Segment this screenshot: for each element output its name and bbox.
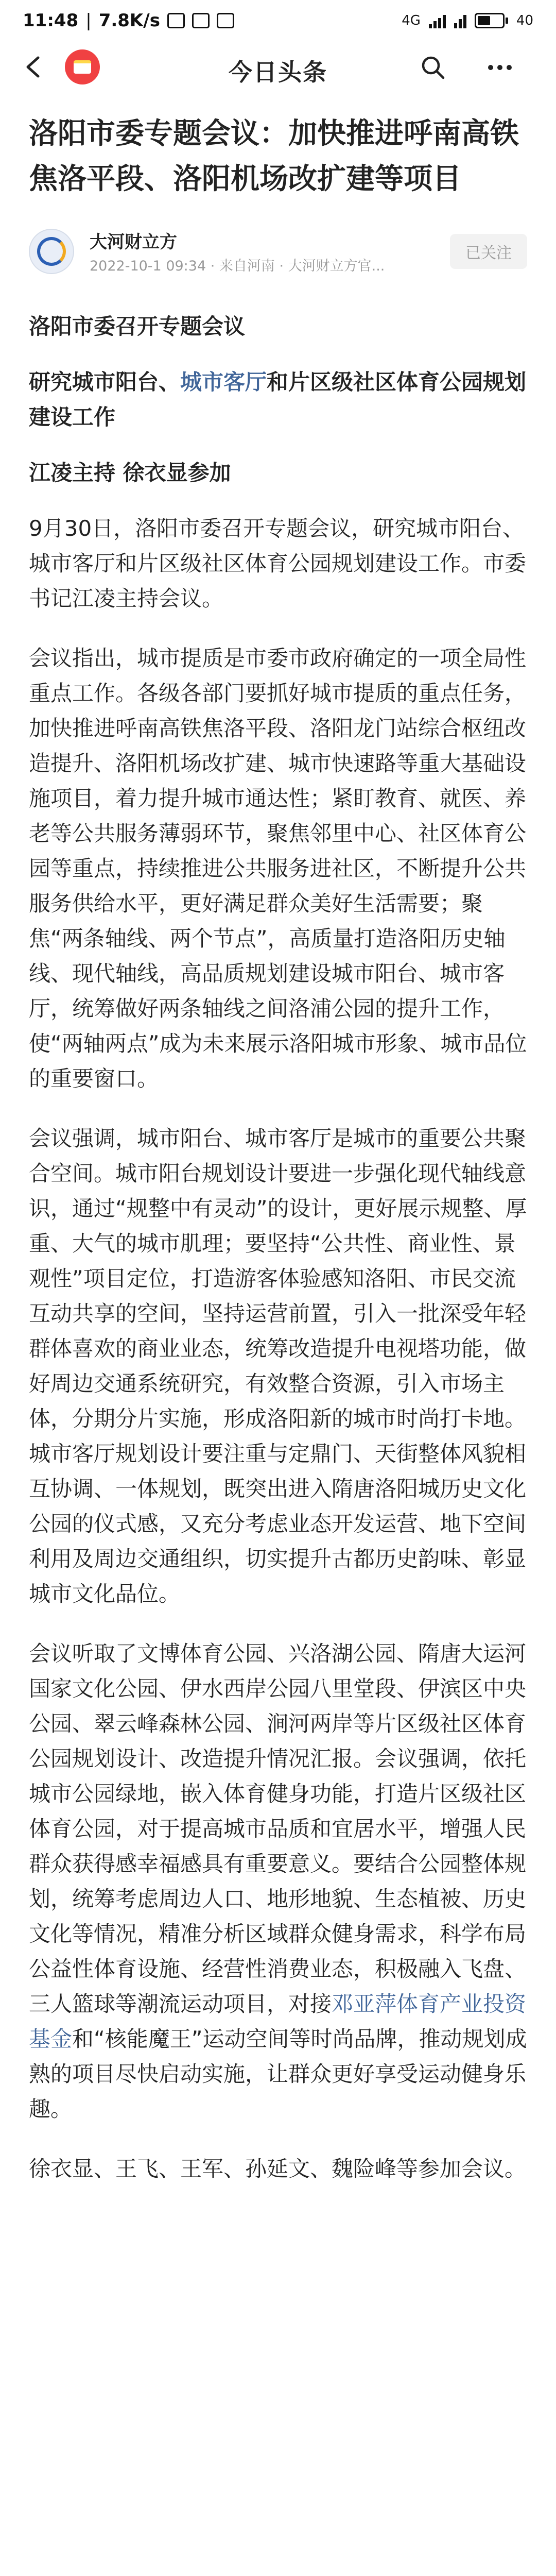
follow-button[interactable]: 已关注: [450, 234, 527, 269]
city-living-room-link[interactable]: 城市客厅: [180, 369, 267, 395]
search-icon[interactable]: [420, 55, 446, 80]
battery-icon: [475, 13, 508, 28]
deng-yaping-fund-link[interactable]: 邓亚萍体育产业投资基金: [29, 1991, 527, 2052]
paragraph-4: [29, 1636, 527, 2127]
notification-icon: [167, 13, 185, 28]
status-bar: [0, 0, 556, 41]
signal-icon: [429, 13, 446, 28]
author-row: [29, 226, 527, 277]
subheading-2-part-b: 和片区级社区体育公园规划建设工作: [29, 369, 527, 430]
paragraph-2: 会议指出，城市提质是市委市政府确定的一项全局性重点工作。各级各部门要抓好城市提质的重点任务，加快推进呼南高铁焦洛平段、洛阳龙门站综合枢纽改造提升、洛阳机场改扩建、城市快速路等重大基础设施项目，着力提升城市通达性；紧盯教育、就医、养老等公共服务薄弱环节，聚焦邻里中心、社区体育公园等重点，持续推进公共服务进社区，不断提升公共服务供给水平，更好满足群众美好生活需要；聚焦“两条轴线、两个节点”，高质量打造洛阳历史轴线、现代轴线，高品质规划建设城市阳台、城市客厅，统筹做好两条轴线之间洛浦公园的提升工作，使“两轴两点”成为未来展示洛阳城市形象、城市品位的重要窗口。: [29, 646, 527, 1091]
subheading-2: [29, 365, 527, 435]
more-options-icon[interactable]: [487, 55, 513, 80]
top-nav-bar: [0, 41, 556, 93]
nav-title: 今日头条: [229, 58, 327, 86]
subheading-1: 洛阳市委召开专题会议: [29, 314, 246, 339]
message-icon: [192, 13, 210, 28]
battery-level: 40: [516, 13, 533, 28]
article-headline: 洛阳市委专题会议：加快推进呼南高铁焦洛平段、洛阳机场改扩建等项目: [29, 117, 519, 196]
paragraph-1: 9月30日，洛阳市委召开专题会议，研究城市阳台、城市客厅和片区级社区体育公园规划建设工作。市委书记江凌主持会议。: [29, 516, 527, 611]
wifi-icon: [454, 13, 466, 28]
app-notification-icon: [217, 13, 234, 28]
subheading-3: 江凌主持 徐衣显参加: [29, 460, 231, 485]
paragraph-5: 徐衣显、王飞、王军、孙延文、魏险峰等参加会议。: [29, 2156, 527, 2181]
article-body: [29, 309, 527, 2211]
paragraph-4-part-b: 和“核能魔王”运动空间等时尚品牌，推动规划成熟的项目尽快启动实施，让群众更好享受运动健身乐趣。: [29, 2026, 527, 2122]
status-time: 11:48: [23, 10, 79, 31]
paragraph-4-part-a: 会议听取了文博体育公园、兴洛湖公园、隋唐大运河国家文化公园、伊水西岸公园八里堂段、伊滨区中央公园、翠云峰森林公园、涧河两岸等片区级社区体育公园规划设计、改造提升情况汇报。会议强调，依托城市公园绿地，嵌入体育健身功能，打造片区级社区体育公园，对于提高城市品质和宜居水平，增强人民群众获得感幸福感具有重要意义。要结合公园整体规划，统筹考虑周边人口、地形地貌、生态植被、历史文化等情况，精准分析区域群众健身需求，科学布局公益性体育设施、经营性消费业态，积极融入飞盘、三人篮球等潮流运动项目，对接: [29, 1641, 527, 2016]
network-type-label: 4G: [402, 13, 421, 28]
paragraph-3: 会议强调，城市阳台、城市客厅是城市的重要公共聚合空间。城市阳台规划设计要进一步强化现代轴线意识，通过“规整中有灵动”的设计，更好展示规整、厚重、大气的城市肌理；要坚持“公共性、商业性、景观性”项目定位，打造游客体验感知洛阳、市民交流互动共享的空间，坚持运营前置，引入一批深受年轻群体喜欢的商业业态，统筹改造提升电视塔功能，做好周边交通系统研究，有效整合资源，引入市场主体，分期分片实施，形成洛阳新的城市时尚打卡地。城市客厅规划设计要注重与定鼎门、天街整体风貌相互协调、一体规划，既突出进入隋唐洛阳城历史文化公园的仪式感，又充分考虑业态开发运营、地下空间利用及周边交通组织，切实提升古都历史韵味、彰显城市文化品位。: [29, 1126, 527, 1606]
author-avatar[interactable]: [29, 229, 74, 274]
author-name[interactable]: 大河财立方: [90, 232, 177, 252]
article-meta: 2022-10-1 09:34 · 来自河南 · 大河财立方官...: [90, 258, 385, 274]
status-speed: 7.8K/s: [98, 10, 160, 31]
subheading-2-part-a: 研究城市阳台、: [29, 369, 181, 395]
status-separator: |: [85, 10, 92, 31]
